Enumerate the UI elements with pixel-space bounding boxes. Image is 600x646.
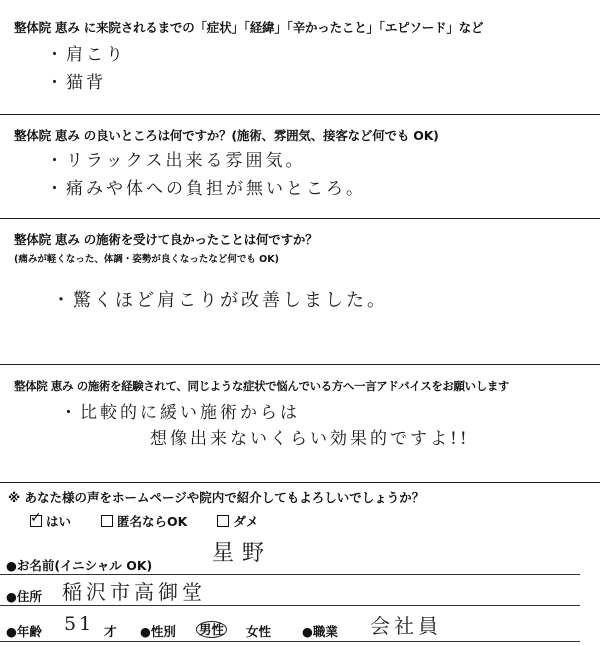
age-value: 51 (64, 613, 95, 635)
answer-4-line-1: ・比較的に緩い施術からは (60, 403, 300, 423)
divider (0, 218, 600, 219)
name-underline (0, 574, 580, 575)
consent-option-no-label: ダメ (233, 514, 259, 529)
gender-option-female[interactable]: 女性 (246, 624, 272, 639)
gender-label: ●性別 (140, 624, 176, 639)
question-1-title: 整体院 恵み に来院されるまでの「症状」「経緯」「辛かったこと」「エピソード」など (14, 20, 484, 35)
question-4-title: 整体院 恵み の施術を経験されて、同じような症状で悩んでいる方へ一言アドバイスをお願いします (14, 379, 510, 393)
checkbox-icon[interactable] (101, 515, 113, 527)
consent-option-anonymous[interactable] (101, 512, 187, 530)
answer-4-line-2: 想像出来ないくらい効果的ですよ!! (150, 429, 470, 449)
consent-option-yes-label: はい (46, 514, 72, 529)
consent-question: ※ あなた様の声をホームページや院内で紹介してもよろしいでしょうか？ (8, 490, 425, 505)
answer-2-line-1: ・リラックス出来る雰囲気。 (46, 151, 306, 171)
answer-3-line-1: ・驚くほど肩こりが改善しました。 (52, 290, 388, 311)
answer-2-line-2: ・痛みや体への負担が無いところ。 (46, 179, 366, 199)
question-3-title: 整体院 恵み の施術を受けて良かったことは何ですか？ (14, 232, 318, 247)
address-value: 稲沢市高御堂 (62, 580, 206, 604)
job-label: ●職業 (302, 624, 338, 639)
gender-option-male[interactable] (196, 620, 227, 638)
checkbox-checked-icon[interactable] (30, 515, 42, 527)
consent-option-anonymous-label: 匿名ならOK (117, 514, 188, 529)
answer-1-line-2: ・猫背 (46, 73, 106, 93)
name-value: 星野 (212, 541, 273, 566)
gender-male-text: 男性 (196, 621, 227, 638)
job-value: 会社員 (370, 614, 442, 638)
consent-option-yes[interactable] (30, 512, 71, 530)
answer-1-line-1: ・肩こり (46, 45, 126, 65)
divider (0, 364, 600, 365)
question-3-subtitle: (痛みが軽くなった、体調・姿勢が良くなったなど何でも OK) (14, 254, 279, 265)
consent-options (30, 512, 258, 530)
age-unit: 才 (104, 624, 117, 639)
consent-option-no[interactable] (217, 512, 258, 530)
profile-underline (0, 641, 580, 642)
age-label: ●年齢 (6, 624, 42, 639)
name-label: ●お名前(イニシャル OK) (6, 558, 153, 573)
question-2-title: 整体院 恵み の良いところは何ですか？(施術、雰囲気、接客など何でも OK) (14, 128, 439, 143)
divider (0, 482, 600, 483)
address-label: ●住所 (6, 589, 42, 604)
checkbox-icon[interactable] (217, 515, 229, 527)
divider (0, 114, 600, 115)
address-underline (0, 605, 580, 606)
